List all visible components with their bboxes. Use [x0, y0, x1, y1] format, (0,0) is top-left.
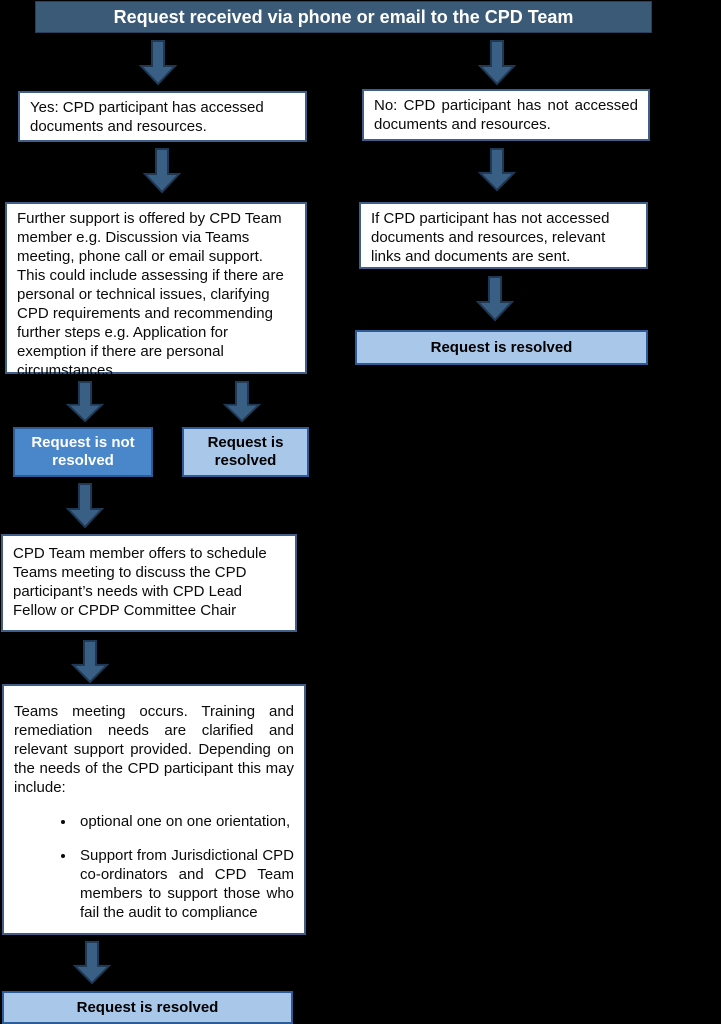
- flow-node-yes-accessed: [18, 91, 307, 142]
- flow-node-no-not-accessed: [362, 89, 650, 141]
- bullet-item: • Support from Jurisdictional CPD co-ordinators and CPD Team members to support those who fail the audit to compliance: [76, 846, 294, 922]
- flow-node-schedule-meeting: [1, 534, 297, 632]
- down-arrow-icon: [63, 483, 107, 529]
- flow-node-resolved-right-label: Request is resolved: [430, 338, 573, 356]
- flow-node-yes-accessed-text: Yes: CPD participant has accessed documents and resources.: [30, 99, 264, 135]
- flow-node-teams-meeting-intro: Teams meeting occurs. Training and remediation needs are clarified and relevant support provided. Depending on the needs of the CPD participant this may include:: [14, 703, 294, 796]
- down-arrow-icon: [136, 40, 180, 86]
- flow-node-resolved-mid: [182, 427, 309, 477]
- flow-node-not-resolved: [13, 427, 153, 477]
- flow-node-no-not-accessed-text: No: CPD participant has not accessed documents and resources.: [374, 97, 638, 133]
- flow-node-schedule-meeting-text: CPD Team member offers to schedule Teams meeting to discuss the CPD participant’s needs with CPD Lead Fellow or CPDP Committee Chair: [13, 545, 267, 619]
- down-arrow-icon: [140, 148, 184, 194]
- down-arrow-icon: [70, 941, 114, 985]
- flow-node-request-received-label: Request received via phone or email to the CPD Team: [113, 6, 574, 27]
- bullet-item: • optional one on one orientation,: [76, 812, 294, 831]
- teams-meeting-bullet-list: [14, 812, 294, 922]
- down-arrow-icon: [475, 148, 519, 192]
- flow-node-resolved-bottom-label: Request is resolved: [76, 998, 219, 1016]
- flow-node-resolved-bottom: [2, 991, 293, 1024]
- down-arrow-icon: [68, 640, 112, 684]
- flow-node-resolved-mid-label: Request is resolved: [207, 434, 284, 469]
- flow-node-further-support-text: Further support is offered by CPD Team member e.g. Discussion via Teams meeting, phone call or email support. This could include assessing if there are personal or technical issues, clarifying CPD requirements and recommending further steps e.g. Application for exemption if there are personal circumstances: [17, 210, 284, 379]
- flow-node-links-sent: [359, 202, 648, 269]
- flow-node-further-support: [5, 202, 307, 379]
- flow-node-links-sent-text: If CPD participant has not accessed documents and resources, relevant links and documents are sent.: [371, 210, 610, 265]
- down-arrow-icon: [475, 40, 519, 86]
- down-arrow-icon: [220, 381, 264, 423]
- down-arrow-icon: [473, 276, 517, 322]
- flow-node-teams-meeting: [2, 684, 306, 935]
- flow-node-not-resolved-label: Request is not resolved: [31, 434, 135, 469]
- flow-node-request-received: [35, 1, 652, 33]
- flow-node-resolved-right: [355, 330, 648, 365]
- down-arrow-icon: [63, 381, 107, 423]
